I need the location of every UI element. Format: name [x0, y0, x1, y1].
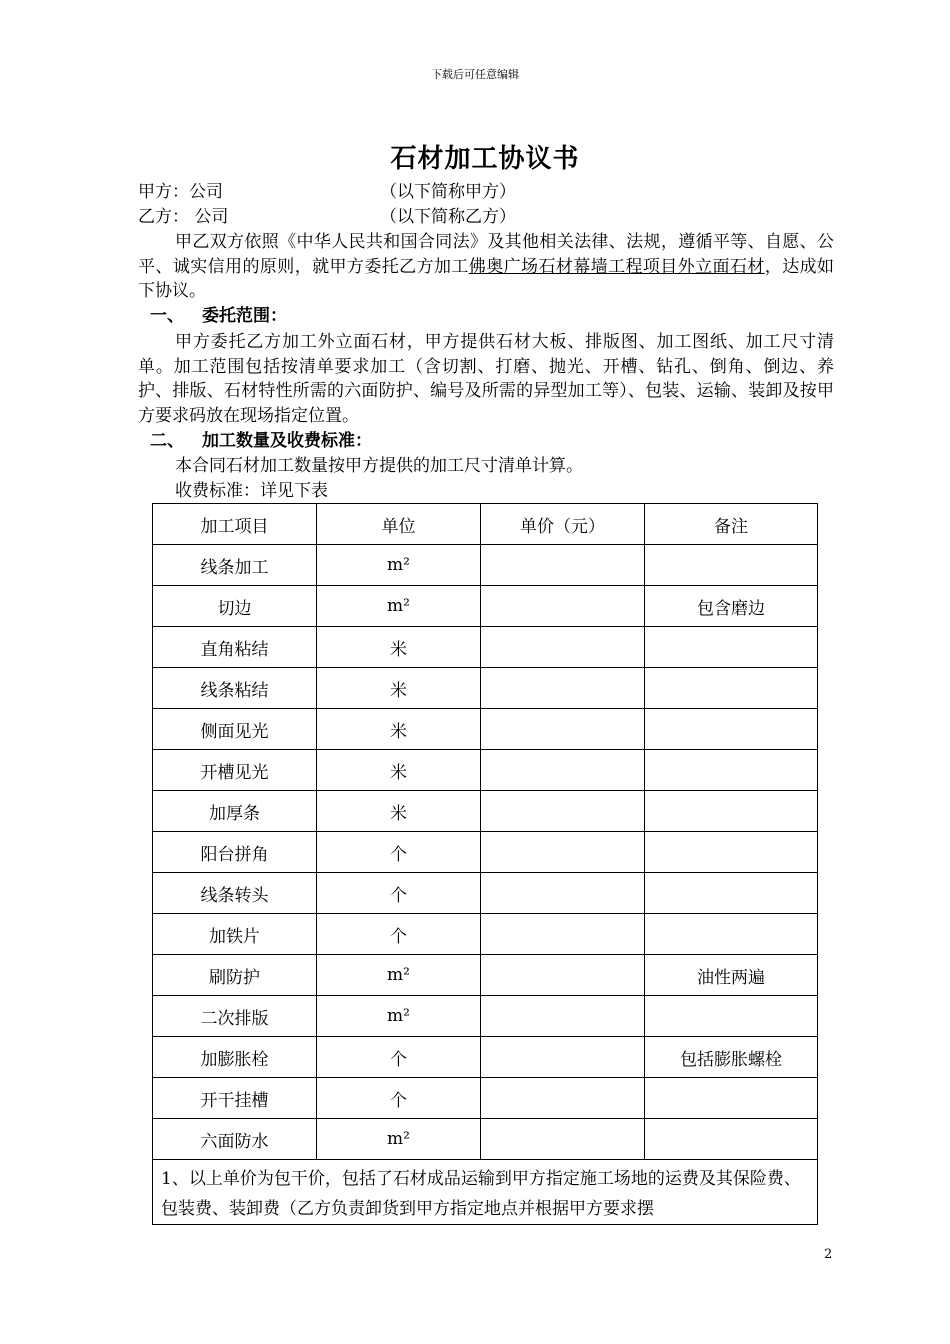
- item-cell: 切边: [153, 586, 317, 627]
- remark-cell: [645, 791, 818, 832]
- table-row: [153, 586, 818, 627]
- unit-cell: m²: [317, 586, 481, 627]
- item-cell: 侧面见光: [153, 709, 317, 750]
- unit-cell: 个: [317, 873, 481, 914]
- price-cell: [481, 996, 645, 1037]
- intro-text: 甲乙双方依照《中华人民共和国合同法》及其他相关法律、法规，遵循平等、自愿、公平、诚实信用的原则，就甲方委托乙方加工: [138, 232, 834, 277]
- unit-cell: 米: [317, 668, 481, 709]
- section-1-heading: [150, 304, 287, 328]
- unit-cell: 米: [317, 709, 481, 750]
- table-row: [153, 914, 818, 955]
- table-row: [153, 1037, 818, 1078]
- table-row: [153, 832, 818, 873]
- remark-cell: 包含磨边: [645, 586, 818, 627]
- unit-cell: 个: [317, 1037, 481, 1078]
- table-row: [153, 1078, 818, 1119]
- price-cell: [481, 545, 645, 586]
- unit-cell: m²: [317, 996, 481, 1037]
- table-note-row: [153, 1160, 818, 1225]
- item-cell: 阳台拼角: [153, 832, 317, 873]
- table-row: [153, 627, 818, 668]
- remark-cell: [645, 545, 818, 586]
- item-cell: 开干挂槽: [153, 1078, 317, 1119]
- table-row: [153, 709, 818, 750]
- price-cell: [481, 1078, 645, 1119]
- table-row: [153, 1119, 818, 1160]
- party-b-abbr: （以下简称乙方）: [380, 207, 516, 227]
- fee-table: [152, 503, 818, 1225]
- header-remark: 备注: [645, 504, 818, 545]
- section-1-body: 甲方委托乙方加工外立面石材，甲方提供石材大板、排版图、加工图纸、加工尺寸清单。加工范围包括按清单要求加工（含切割、打磨、抛光、开槽、钻孔、倒角、倒边、养护、排版、石材特性所需的六面防护、编号及所需的异型加工等）、包装、运输、装卸及按甲方要求码放在现场指定位置。: [138, 332, 834, 426]
- header-item: 加工项目: [153, 504, 317, 545]
- fee-table-header-row: [153, 504, 818, 545]
- table-note: 1、以上单价为包干价，包括了石材成品运输到甲方指定施工场地的运费及其保险费、包装费、装卸费（乙方负责卸货到甲方指定地点并根据甲方要求摆: [153, 1160, 818, 1225]
- item-cell: 线条加工: [153, 545, 317, 586]
- table-row: [153, 996, 818, 1037]
- remark-cell: [645, 832, 818, 873]
- unit-cell: 个: [317, 914, 481, 955]
- section-1-number: 一、: [150, 306, 184, 326]
- item-cell: 线条粘结: [153, 668, 317, 709]
- party-a-abbr: （以下简称甲方）: [380, 182, 516, 202]
- remark-cell: [645, 873, 818, 914]
- table-row: [153, 791, 818, 832]
- item-cell: 六面防水: [153, 1119, 317, 1160]
- remark-cell: [645, 996, 818, 1037]
- remark-cell: [645, 914, 818, 955]
- section-2-number: 二、: [150, 431, 184, 451]
- price-cell: [481, 627, 645, 668]
- unit-cell: m²: [317, 1119, 481, 1160]
- price-cell: [481, 668, 645, 709]
- remark-cell: [645, 1119, 818, 1160]
- unit-cell: 米: [317, 791, 481, 832]
- price-cell: [481, 914, 645, 955]
- item-cell: 直角粘结: [153, 627, 317, 668]
- remark-cell: 包括膨胀螺栓: [645, 1037, 818, 1078]
- price-cell: [481, 750, 645, 791]
- section-1-title: 委托范围：: [202, 306, 287, 326]
- section-2-line-1: 本合同石材加工数量按甲方提供的加工尺寸清单计算。: [175, 456, 583, 476]
- item-cell: 加铁片: [153, 914, 317, 955]
- price-cell: [481, 791, 645, 832]
- document-title: 石材加工协议书: [390, 144, 580, 174]
- party-a-label: 甲方：公司: [138, 182, 223, 202]
- remark-cell: [645, 750, 818, 791]
- unit-cell: 米: [317, 750, 481, 791]
- remark-cell: 油性两遍: [645, 955, 818, 996]
- item-cell: 刷防护: [153, 955, 317, 996]
- party-b-line: [138, 205, 516, 229]
- section-2-title: 加工数量及收费标准：: [202, 431, 372, 451]
- item-cell: 加膨胀栓: [153, 1037, 317, 1078]
- price-cell: [481, 832, 645, 873]
- intro-closing: ，达成如下协议。: [138, 256, 835, 301]
- remark-cell: [645, 709, 818, 750]
- item-cell: 线条转头: [153, 873, 317, 914]
- project-name: 佛奥广场石材幕墙工程项目外立面石材: [468, 256, 765, 277]
- unit-cell: m²: [317, 955, 481, 996]
- remark-cell: [645, 668, 818, 709]
- unit-cell: m²: [317, 545, 481, 586]
- page-number: 2: [824, 1247, 833, 1262]
- table-row: [153, 545, 818, 586]
- remark-cell: [645, 1078, 818, 1119]
- unit-cell: 个: [317, 1078, 481, 1119]
- item-cell: 开槽见光: [153, 750, 317, 791]
- table-row: [153, 955, 818, 996]
- price-cell: [481, 955, 645, 996]
- price-cell: [481, 1119, 645, 1160]
- intro-paragraph: [138, 230, 834, 304]
- party-b-label: 乙方： 公司: [138, 207, 229, 227]
- section-2-heading: [150, 429, 372, 453]
- table-row: [153, 873, 818, 914]
- header-unit: 单位: [317, 504, 481, 545]
- party-a-line: [138, 180, 516, 204]
- table-row: [153, 668, 818, 709]
- table-row: [153, 750, 818, 791]
- header-note: 下载后可任意编辑: [431, 68, 519, 81]
- price-cell: [481, 709, 645, 750]
- unit-cell: 米: [317, 627, 481, 668]
- item-cell: 加厚条: [153, 791, 317, 832]
- price-cell: [481, 586, 645, 627]
- item-cell: 二次排版: [153, 996, 317, 1037]
- price-cell: [481, 1037, 645, 1078]
- unit-cell: 个: [317, 832, 481, 873]
- price-cell: [481, 873, 645, 914]
- section-2-line-2: 收费标准：详见下表: [175, 481, 328, 501]
- remark-cell: [645, 627, 818, 668]
- header-price: 单价（元）: [481, 504, 645, 545]
